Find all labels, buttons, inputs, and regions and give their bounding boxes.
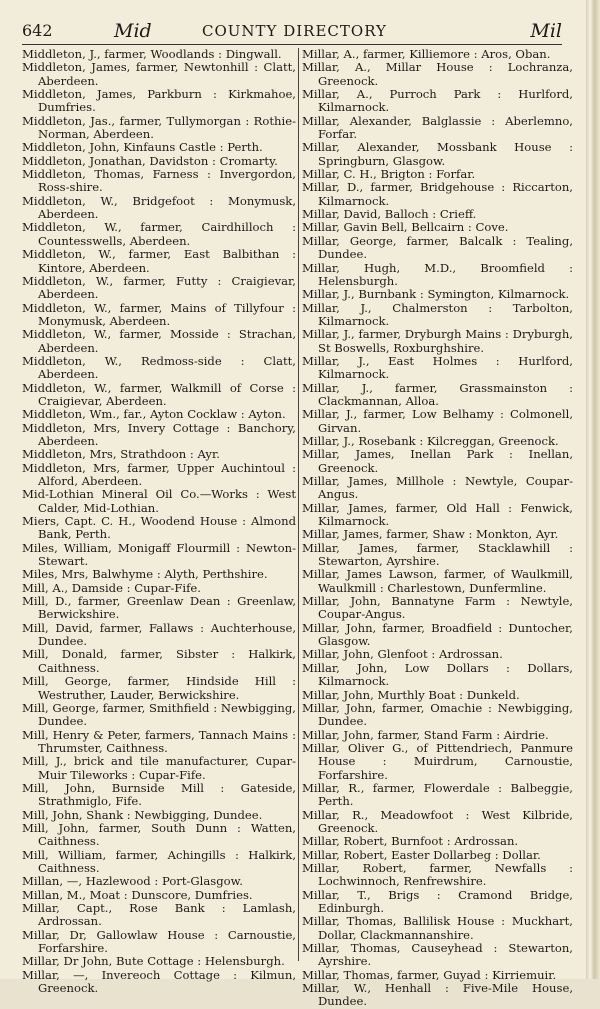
directory-entry: Millar, R., Meadowfoot : West Kilbride, Greenock.	[302, 807, 573, 835]
directory-entry: Millar, Dr, Gallowlaw House : Carnoustie, Forfarshire.	[22, 927, 296, 956]
directory-entry: Middleton, John, Kinfauns Castle : Perth.	[22, 140, 263, 155]
directory-entry: Millar, John, Murthly Boat : Dunkeld.	[302, 687, 520, 702]
directory-entry: Middleton, W., Bridgefoot : Monymusk, Aberdeen.	[22, 193, 296, 222]
directory-entry: Millar, John, Glenfoot : Ardrossan.	[302, 647, 503, 662]
directory-entry: Millar, Hugh, M.D., Broomfield : Helensburgh.	[302, 260, 573, 288]
directory-entry: Millan, M., Moat : Dunscore, Dumfries.	[22, 887, 253, 902]
directory-entry: Middleton, J., farmer, Woodlands : Dingwall.	[22, 47, 282, 61]
directory-entry: Millar, George, farmer, Balcalk : Tealing, Dundee.	[302, 233, 573, 262]
header-right-word: Mil	[530, 20, 562, 42]
directory-entry: Millar, T., Brigs : Cramond Bridge, Edinburgh.	[302, 887, 573, 915]
directory-entry: Millar, J., farmer, Low Belhamy : Colmonell, Girvan.	[302, 407, 573, 435]
directory-entry: Middleton, James, Parkburn : Kirkmahoe, Dumfries.	[22, 87, 296, 115]
directory-entry: Millar, Alexander, Mossbank House : Springburn, Glasgow.	[302, 140, 573, 168]
directory-entry: Middleton, Thomas, Farness : Invergordon, Ross-shire.	[22, 167, 296, 195]
directory-entry: Mill, John, Shank : Newbigging, Dundee.	[22, 807, 263, 822]
column-divider	[298, 48, 299, 961]
directory-entry: Middleton, W., farmer, East Balbithan : Kintore, Aberdeen.	[22, 247, 296, 275]
directory-entry: Mill, D., farmer, Greenlaw Dean : Greenlaw, Berwickshire.	[22, 594, 296, 622]
directory-entry: Millar, Thomas, farmer, Guyad : Kirriemuir.	[302, 967, 557, 982]
directory-entry: Millar, Thomas, Causeyhead : Stewarton, Ayrshire.	[302, 941, 573, 969]
directory-entry: Millar, James, farmer, Stacklawhill : Stewarton, Ayrshire.	[302, 540, 573, 569]
directory-entry: Middleton, W., farmer, Mosside : Strachan, Aberdeen.	[22, 327, 296, 355]
directory-entry: Millar, James, Millhole : Newtyle, Coupar-Angus.	[302, 474, 573, 502]
directory-entry: Millar, C. H., Brigton : Forfar.	[302, 167, 476, 182]
directory-entry: Millar, John, Bannatyne Farm : Newtyle, Coupar-Angus.	[302, 594, 573, 622]
directory-entry: Millar, W., Henhall : Five-Mile House, Dundee.	[302, 981, 573, 1009]
directory-entry: Middleton, Mrs, Strathdoon : Ayr.	[22, 447, 220, 462]
directory-entry: Millar, A., Purroch Park : Hurlford, Kilmarnock.	[302, 87, 573, 115]
directory-entry: Mid-Lothian Mineral Oil Co.—Works : West Calder, Mid-Lothian.	[22, 487, 296, 515]
page-header	[22, 20, 562, 42]
directory-entry: Mill, John, Burnside Mill : Gateside, Strathmiglo, Fife.	[22, 780, 296, 809]
directory-entry: Mill, David, farmer, Fallaws : Auchterhouse, Dundee.	[22, 620, 296, 649]
directory-entry: Millar, Gavin Bell, Bellcairn : Cove.	[302, 220, 509, 235]
directory-entry: Millar, A., Millar House : Lochranza, Greenock.	[302, 60, 573, 88]
directory-entry: Millar, James, farmer, Old Hall : Fenwick, Kilmarnock.	[302, 500, 573, 529]
directory-entry: Millar, J., Burnbank : Symington, Kilmarnock.	[302, 287, 570, 302]
directory-entry: Middleton, W., farmer, Walkmill of Corse : Craigievar, Aberdeen.	[22, 380, 296, 408]
directory-entry: Middleton, W., farmer, Mains of Tillyfour : Monymusk, Aberdeen.	[22, 300, 296, 328]
directory-entry: Millar, John, farmer, Broadfield : Duntocher, Glasgow.	[302, 620, 573, 649]
directory-entry: Millar, James Lawson, farmer, of Waulkmill, Waulkmill : Charlestown, Dunfermline.	[302, 567, 573, 595]
directory-entry: Mill, Henry & Peter, farmers, Tannach Mains : Thrumster, Caithness.	[22, 727, 296, 755]
directory-entry: Millar, John, Low Dollars : Dollars, Kilmarnock.	[302, 660, 573, 689]
directory-entry: Millar, —, Invereoch Cottage : Kilmun, Greenock.	[22, 967, 296, 996]
directory-entry: Mill, A., Damside : Cupar-Fife.	[22, 580, 201, 595]
directory-entry: Millar, Robert, farmer, Newfalls : Lochwinnoch, Renfrewshire.	[302, 860, 573, 889]
directory-entry: Middleton, W., farmer, Cairdhilloch : Countesswells, Aberdeen.	[22, 220, 296, 248]
directory-entry: Miles, Mrs, Balwhyme : Alyth, Perthshire.	[22, 567, 268, 582]
directory-entry: Mill, Donald, farmer, Sibster : Halkirk, Caithness.	[22, 647, 296, 675]
directory-entry: Mill, John, farmer, South Dunn : Watten, Caithness.	[22, 820, 296, 849]
directory-entry: Middleton, Mrs, farmer, Upper Auchintoul : Alford, Aberdeen.	[22, 460, 296, 488]
directory-entry: Middleton, W., Redmoss-side : Clatt, Aberdeen.	[22, 353, 296, 382]
directory-entry: Millar, Robert, Burnfoot : Ardrossan.	[302, 834, 519, 849]
directory-entry: Middleton, Jas., farmer, Tullymorgan : Rothie-Norman, Aberdeen.	[22, 113, 296, 142]
directory-entry: Millar, James, farmer, Shaw : Monkton, Ayr.	[302, 527, 559, 542]
directory-entry: Millar, James, Inellan Park : Inellan, Greenock.	[302, 447, 573, 475]
directory-entry: Millar, Oliver G., of Pittendriech, Panmure House : Muirdrum, Carnoustie, Forfarshire.	[302, 740, 573, 782]
directory-entry: Millar, Thomas, Ballilisk House : Muckhart, Dollar, Clackmannanshire.	[302, 914, 573, 942]
header-left-word: Mid	[114, 20, 152, 42]
directory-entry: Miers, Capt. C. H., Woodend House : Almond Bank, Perth.	[22, 514, 296, 542]
directory-entry: Middleton, Jonathan, Davidston : Cromarty.	[22, 153, 278, 168]
directory-entry: Millar, Robert, Easter Dollarbeg : Dollar.	[302, 847, 541, 862]
directory-entry: Millar, J., farmer, Grassmainston : Clackmannan, Alloa.	[302, 380, 573, 408]
directory-entry: Millar, Alexander, Balglassie : Aberlemno, Forfar.	[302, 113, 573, 142]
directory-entry: Mill, William, farmer, Achingills : Halkirk, Caithness.	[22, 847, 296, 875]
directory-entry: Millar, R., farmer, Flowerdale : Balbeggie, Perth.	[302, 780, 573, 809]
left-column	[22, 47, 296, 996]
page-edge	[586, 0, 600, 979]
directory-entry: Millar, J., East Holmes : Hurlford, Kilmarnock.	[302, 353, 573, 382]
right-column	[302, 47, 573, 1009]
directory-entry: Mill, J., brick and tile manufacturer, Cupar-Muir Tileworks : Cupar-Fife.	[22, 754, 296, 782]
directory-entry: Millar, J., Chalmerston : Tarbolton, Kilmarnock.	[302, 300, 573, 328]
directory-entry: Millar, J., Rosebank : Kilcreggan, Greenock.	[302, 433, 559, 448]
directory-entry: Millar, D., farmer, Bridgehouse : Riccarton, Kilmarnock.	[302, 180, 573, 208]
page-title: COUNTY DIRECTORY	[202, 22, 387, 40]
directory-entry: Millar, Capt., Rose Bank : Lamlash, Ardrossan.	[22, 901, 296, 929]
directory-entry: Mill, George, farmer, Smithfield : Newbigging, Dundee.	[22, 700, 296, 729]
directory-entry: Mill, George, farmer, Hindside Hill : Westruther, Lauder, Berwickshire.	[22, 674, 296, 702]
directory-entry: Middleton, Wm., far., Ayton Cocklaw : Ayton.	[22, 407, 286, 422]
directory-entry: Middleton, Mrs, Invery Cottage : Banchory, Aberdeen.	[22, 420, 296, 448]
directory-entry: Miles, William, Monigaff Flourmill : Newton-Stewart.	[22, 540, 296, 569]
directory-entry: Millan, —, Hazlewood : Port-Glasgow.	[22, 874, 243, 889]
directory-entry: Millar, John, farmer, Omachie : Newbigging, Dundee.	[302, 700, 573, 729]
header-rule	[22, 44, 562, 45]
page-number: 642	[22, 21, 53, 40]
directory-entry: Middleton, James, farmer, Newtonhill : Clatt, Aberdeen.	[22, 60, 296, 88]
directory-entry: Millar, A., farmer, Killiemore : Aros, Oban.	[302, 47, 551, 61]
directory-entry: Millar, David, Balloch : Crieff.	[302, 207, 477, 222]
directory-entry: Millar, John, farmer, Stand Farm : Airdrie.	[302, 727, 549, 742]
directory-entry: Middleton, W., farmer, Futty : Craigievar, Aberdeen.	[22, 273, 296, 302]
directory-entry: Millar, Dr John, Bute Cottage : Helensburgh.	[22, 954, 285, 969]
directory-entry: Millar, J., farmer, Dryburgh Mains : Dryburgh, St Boswells, Roxburghshire.	[302, 327, 573, 355]
